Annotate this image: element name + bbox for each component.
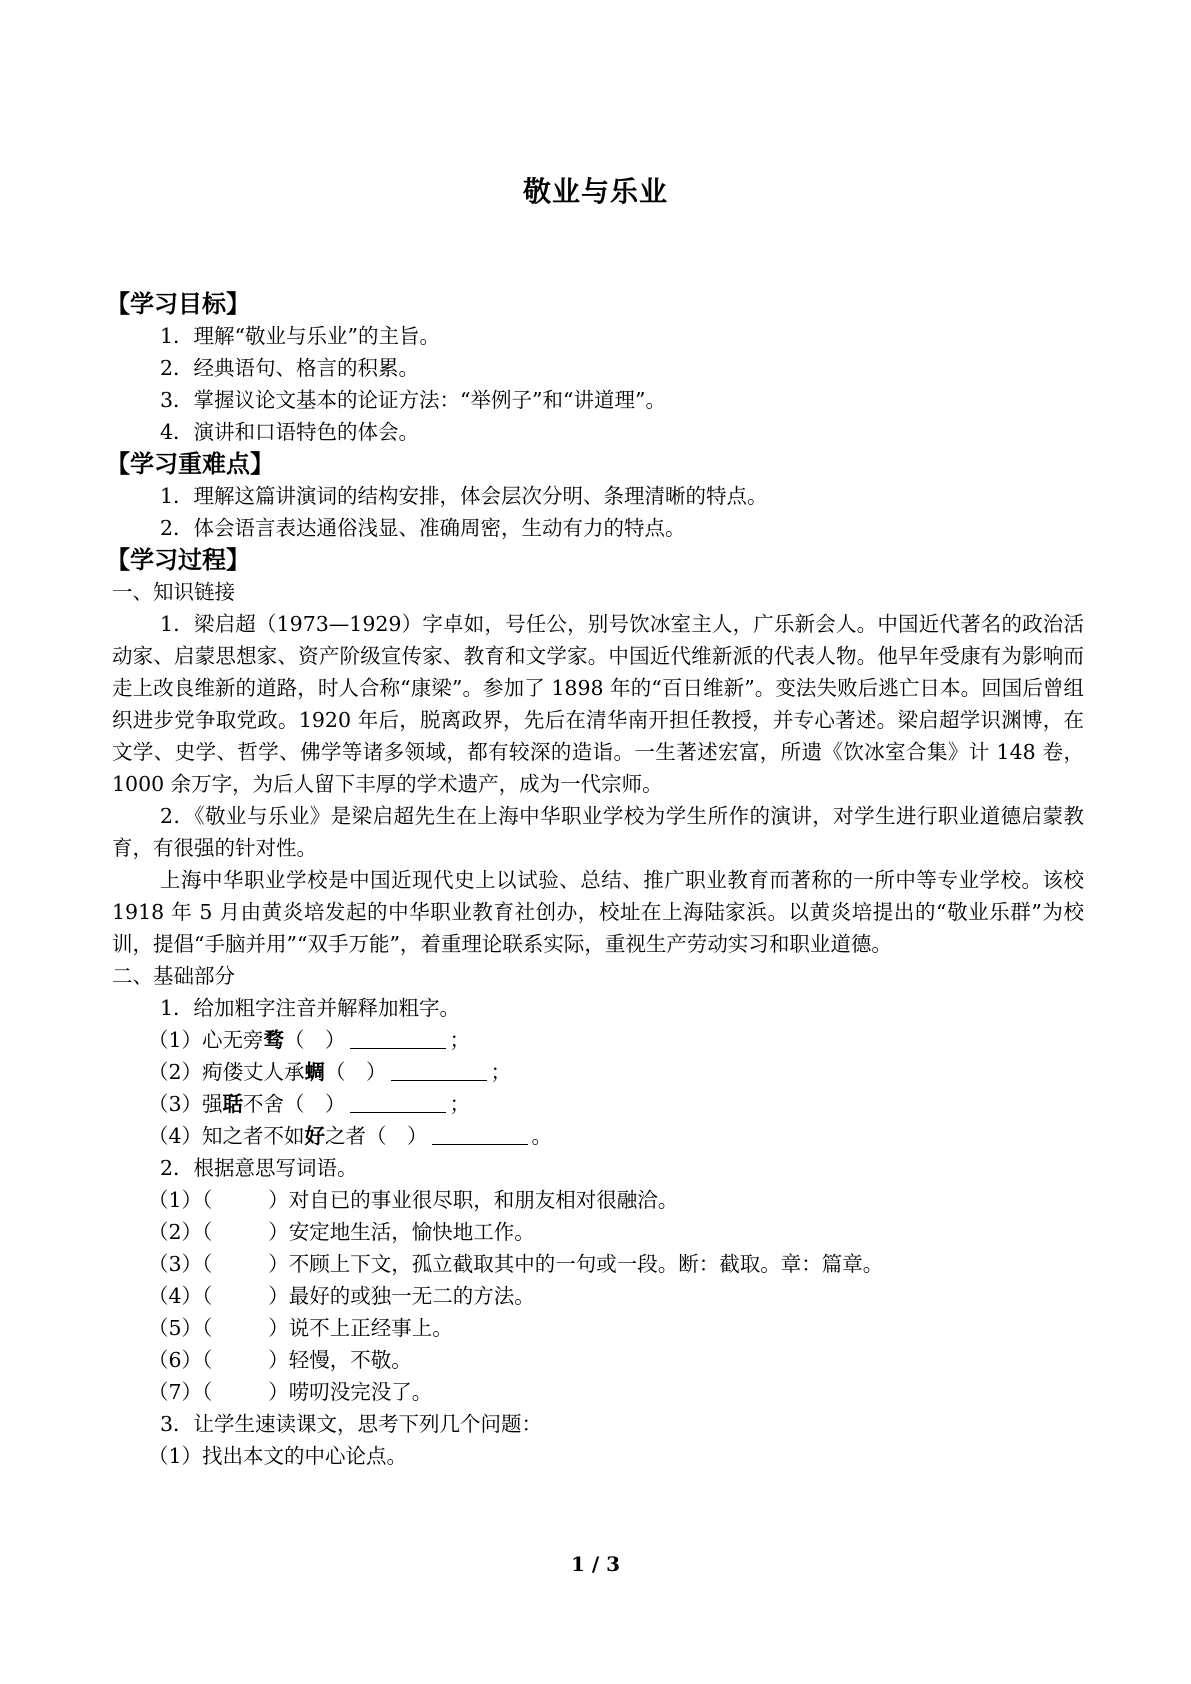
answer-blank[interactable] [432,1122,528,1145]
goal-item: 2．经典语句、格言的积累。 [160,356,420,380]
goal-item: 3．掌握议论文基本的论证方法：“举例子”和“讲道理”。 [160,388,666,412]
bold-char: 好 [304,1124,326,1148]
q2-item: （7）（ ）唠叨没完没了。 [148,1380,433,1404]
keypoint-item: 1．理解这篇讲演词的结构安排，体会层次分明、条理清晰的特点。 [160,484,768,508]
answer-blank[interactable] [391,1058,487,1081]
q3-item: （1）找出本文的中心论点。 [148,1444,408,1468]
section-heading-goals: 【学习目标】 [106,290,250,318]
document-body [106,288,1084,1472]
question-title: 1．给加粗字注音并解释加粗字。 [160,996,461,1020]
bold-char: 蜩 [304,1060,326,1084]
q2-item: （4）（ ）最好的或独一无二的方法。 [148,1284,535,1308]
q2-item: （5）（ ）说不上正经事上。 [148,1316,453,1340]
section-heading-keypoints: 【学习重难点】 [106,450,274,478]
q2-item: （6）（ ）轻慢，不敬。 [148,1348,412,1372]
question-title: 3．让学生速读课文，思考下列几个问题： [160,1412,543,1436]
bold-char: 骛 [263,1028,285,1052]
keypoint-item: 2．体会语言表达通俗浅显、准确周密，生动有力的特点。 [160,516,686,540]
answer-blank[interactable] [350,1090,446,1113]
paragraph: 2．《敬业与乐业》是梁启超先生在上海中华职业学校为学生所作的演讲，对学生进行职业道德启蒙教育，有很强的针对性。 [112,804,1084,860]
goal-item: 1．理解“敬业与乐业”的主旨。 [160,324,441,348]
q1-item: （3）强聒不舍（ ） ； [148,1092,471,1116]
answer-blank[interactable] [350,1026,446,1049]
q2-item: （3）（ ）不顾上下文，孤立截取其中的一句或一段。断：截取。章：篇章。 [148,1252,884,1276]
page-number: 1 / 3 [570,1552,621,1576]
paragraph: 1．梁启超（1973—1929）字卓如，号任公，别号饮冰室主人，广乐新会人。中国近代著名的政治活动家、启蒙思想家、资产阶级宣传家、教育和文学家。中国近代维新派的代表人物。他早年受康有为影响而走上改良维新的道路，时人合称“康梁”。参加了 1898 年的“百日维新”。变法失败后逃亡日本。回国后曾组织进步党争取党政。1920 年后，脱离政界，先后在清华南开担任教授，并专心著述。梁启超学识渊博，在文学、史学、哲学、佛学等诸多领域，都有较深的造诣。一生著述宏富，所遗《饮冰室合集》计 148 卷，1000 余万字，为后人留下丰厚的学术遗产，成为一代宗师。 [112,612,1084,796]
q2-item: （2）（ ）安定地生活，愉快地工作。 [148,1220,535,1244]
q1-item: （2）痀偻丈人承蜩（ ） ； [148,1060,512,1084]
q2-item: （1）（ ）对自已的事业很尽职，和朋友相对很融洽。 [148,1188,679,1212]
q1-item: （1）心无旁骛（ ） ； [148,1028,471,1052]
q1-item: （4）知之者不如好之者（ ） 。 [148,1124,553,1148]
paragraph: 上海中华职业学校是中国近现代史上以试验、总结、推广职业教育而著称的一所中等专业学校。该校 1918 年 5 月由黄炎培发起的中华职业教育社创办，校址在上海陆家浜。以黄炎培提出的“敬业乐群”为校训，提倡“手脑并用”“双手万能”，着重理论联系实际，重视生产劳动实习和职业道德。 [112,868,1084,956]
goal-item: 4．演讲和口语特色的体会。 [160,420,420,444]
section-heading-process: 【学习过程】 [106,546,250,574]
part-title: 二、基础部分 [112,964,235,988]
part-title: 一、知识链接 [112,580,235,604]
question-title: 2．根据意思写词语。 [160,1156,358,1180]
bold-char: 聒 [222,1092,244,1116]
page-title: 敬业与乐业 [522,175,668,208]
